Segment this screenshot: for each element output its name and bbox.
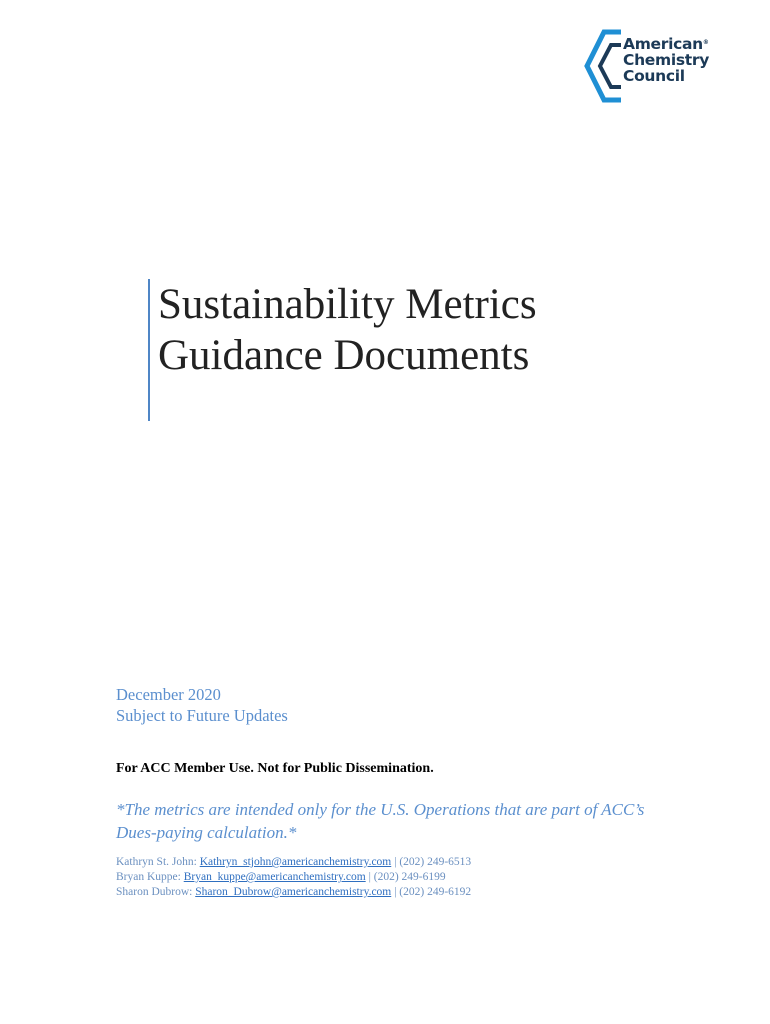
contact-email-link[interactable]: Bryan_kuppe@americanchemistry.com [183, 871, 366, 883]
logo-line-chemistry: Chemistry [623, 51, 710, 69]
logo-line-american: American [623, 35, 703, 53]
date-block [116, 684, 288, 726]
contact-item [116, 855, 471, 870]
hexagon-logo-icon [581, 28, 627, 104]
date-line: December 2020 [116, 685, 221, 704]
title-accent-bar [148, 279, 150, 421]
contact-item [116, 870, 471, 885]
contact-item [116, 885, 471, 900]
contact-name: Kathryn St. John: [116, 856, 200, 868]
contact-phone: | (202) 249-6192 [391, 886, 472, 898]
contact-phone: | (202) 249-6513 [391, 856, 472, 868]
contact-name: Sharon Dubrow: [116, 886, 196, 898]
logo-wordmark [623, 36, 709, 84]
contact-name: Bryan Kuppe: [116, 871, 184, 883]
contact-email-link[interactable]: Sharon_Dubrow@americanchemistry.com [195, 886, 392, 898]
logo-line-council: Council [623, 67, 685, 85]
contact-phone: | (202) 249-6199 [365, 871, 446, 883]
member-use-notice: For ACC Member Use. Not for Public Dissemination. [116, 761, 434, 776]
acc-logo [581, 28, 731, 104]
document-title [158, 279, 537, 381]
update-notice: Subject to Future Updates [116, 706, 288, 725]
contact-email-link[interactable]: Kathryn_stjohn@americanchemistry.com [199, 856, 392, 868]
scope-note: *The metrics are intended only for the U.S. Operations that are part of ACC’s Dues-paying calculation.* [116, 800, 645, 842]
contact-list [116, 855, 471, 900]
title-line-1: Sustainability Metrics [158, 281, 537, 328]
title-line-2: Guidance Documents [158, 332, 530, 379]
registered-mark: ® [702, 39, 709, 46]
